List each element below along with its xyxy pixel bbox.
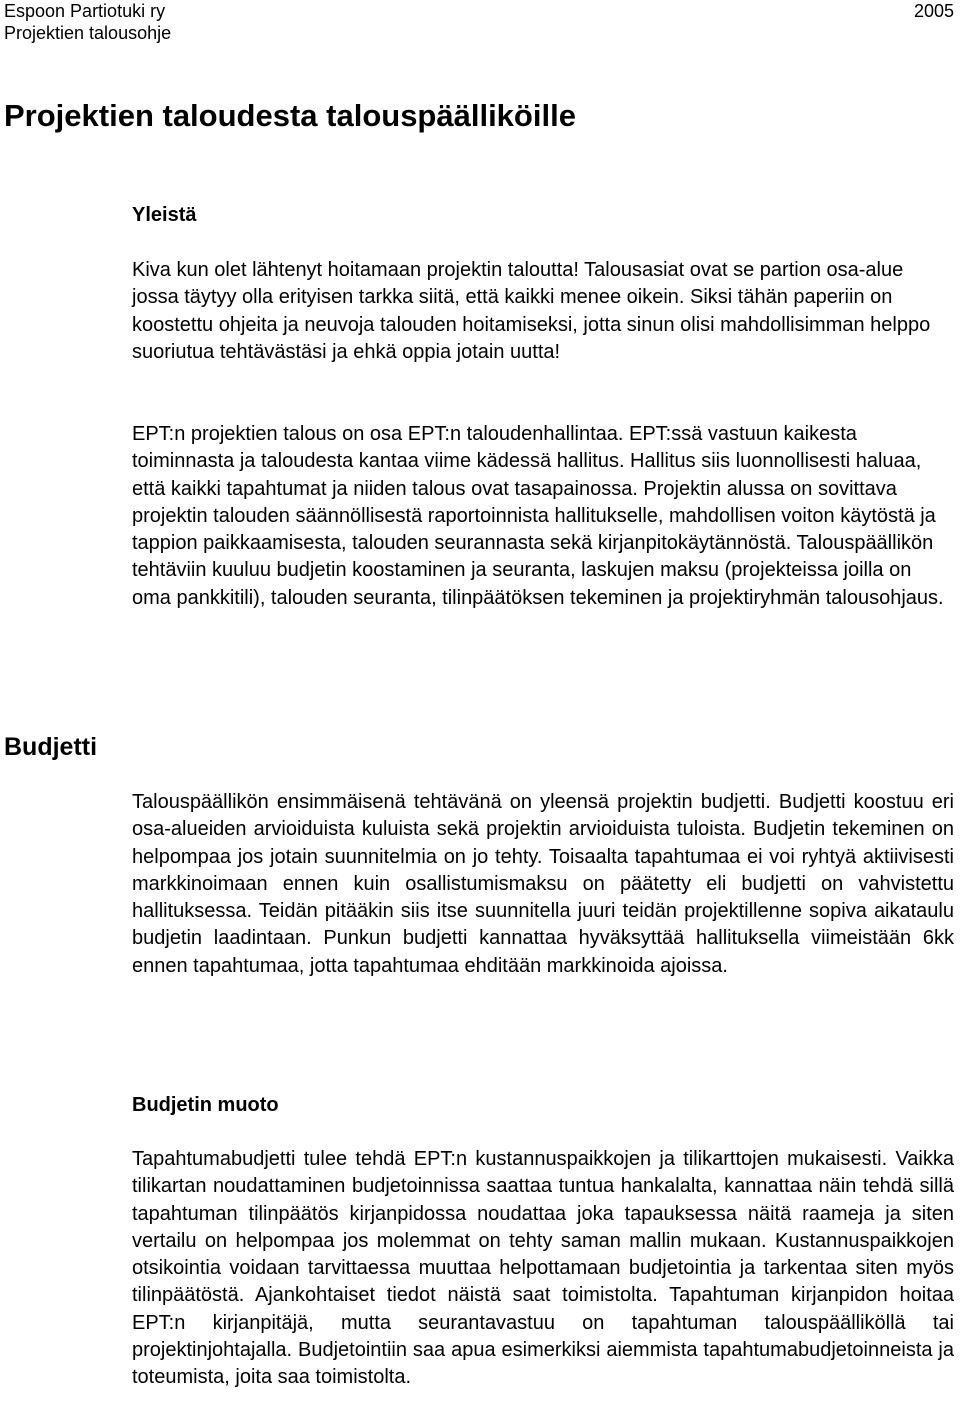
paragraph-budjetti: Talouspäällikön ensimmäisenä tehtävänä on yleensä projektin budjetti. Budjetti koostuu eri osa-alueiden arvioiduista kuluista sekä projektin arvioiduista tuloista. Budjetin tekeminen on helpompaa jos jotain suunnitelmia on jo tehty. Toisaalta tapahtumaa ei voi ryhtyä aktiivisesti markkinoimaan ennen kuin osallistumismaksu on päätetty eli budjetti on vahvistettu hallituksessa. Teidän pitääkin siis itse suunnitella juuri teidän projektillenne sopiva aikataulu budjetin laadintaan. Punkun budjetti kannattaa hyväksyttää hallituksella viimeistään 6kk ennen tapahtumaa, jotta tapahtumaa ehditään markkinoida ajoissa.: [132, 791, 954, 977]
heading-yleista: Yleistä: [132, 204, 197, 226]
header-organization: Espoon Partiotuki ry: [4, 1, 166, 21]
paragraph-yleista-intro: Kiva kun olet lähtenyt hoitamaan projektin taloutta! Talousasiat ovat se partion osa-alue jossa täytyy olla erityisen tarkka siitä, että kaikki menee oikein. Siksi tähän paperiin on koostettu ohjeita ja neuvoja talouden hoitamiseksi, jotta sinun olisi mahdollisimman helppo suoriutua tehtävästäsi ja ehkä oppia jotain uutta!: [132, 259, 931, 363]
document-title: Projektien taloudesta talouspäälliköille: [4, 98, 576, 133]
paragraph-yleista-talous: EPT:n projektien talous on osa EPT:n taloudenhallintaa. EPT:ssä vastuun kaikesta toiminnasta ja taloudesta kantaa viime kädessä hallitus. Hallitus siis luonnollisesti haluaa, että kaikki tapahtumat ja niiden talous ovat tasapainossa. Projektin alussa on sovittava projektin talouden säännöllisestä raportoinnista hallitukselle, mahdollisen voiton käytöstä ja tappion paikkaamisesta, talouden seurannasta sekä kirjanpitokäytännöstä. Talouspäällikön tehtäviin kuuluu budjetin koostaminen ja seuranta, laskujen maksu (projekteissa joilla on oma pankkitili), talouden seuranta, tilinpäätöksen tekeminen ja projektiryhmän talousohjaus.: [132, 423, 944, 609]
paragraph-budjetin-muoto: Tapahtumabudjetti tulee tehdä EPT:n kustannuspaikkojen ja tilikarttojen mukaisesti. Vaikka tilikartan noudattaminen budjetoinnissa saattaa tuntua hankalalta, kannattaa näin tehdä sillä tapahtuman tilinpäätös kirjanpidossa noudattaa joka tapauksessa näitä raameja ja siten vertailu on helpompaa jos molemmat on tehty saman mallin mukaan. Kustannuspaikkojen otsikointia voidaan tarvittaessa muuttaa helpottamaan budjetointia ja tarkentaa siten myös tilinpäätöstä. Ajankohtaiset tiedot näistä saat toimistolta. Tapahtuman kirjanpidon hoitaa EPT:n kirjanpitäjä, mutta seurantavastuu on tapahtuman talouspäälliköllä tai projektinjohtajalla. Budjetointiin saa apua esimerkiksi aiemmista tapahtumabudjetoinneista ja toteumista, joita saa toimistolta.: [132, 1148, 954, 1389]
running-header: [4, 0, 171, 44]
header-document-name: Projektien talousohje: [4, 23, 172, 43]
heading-budjetti: Budjetti: [4, 733, 98, 761]
heading-budjetin-muoto: Budjetin muoto: [132, 1094, 279, 1116]
header-year: 2005: [913, 1, 954, 21]
